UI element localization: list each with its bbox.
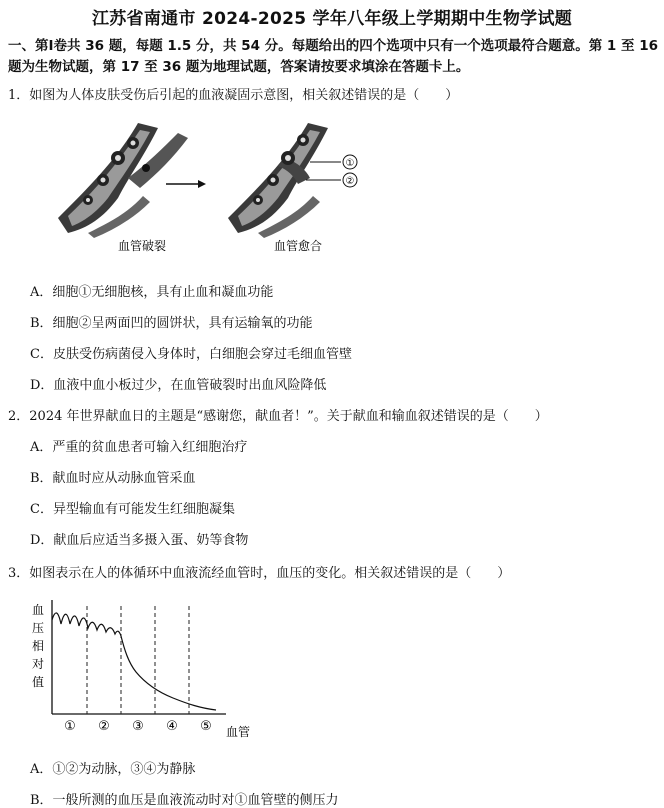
y-axis-label-char: 对 (32, 657, 45, 671)
question-3-stem: 3．如图表示在人的体循环中血液流经血管时，血压的变化。相关叙述错误的是（ ） (8, 566, 511, 581)
marker-1: ① (345, 158, 355, 169)
question-3-blood-pressure-graph (28, 598, 268, 746)
segment-marker: ② (98, 719, 110, 734)
arrow-icon (166, 180, 206, 188)
segment-marker: ⑤ (200, 719, 212, 734)
segment-marker: ③ (132, 719, 144, 734)
question-1-stem: 1．如图为人体皮肤受伤后引起的血液凝固示意图，相关叙述错误的是（ ） (8, 88, 459, 103)
y-axis-label-char: 血 (32, 603, 45, 617)
question-3-option-a: A．①②为动脉，③④为静脉 (30, 762, 196, 777)
section-instructions: 一、第Ⅰ卷共 36 题，每题 1.5 分，共 54 分。每题给出的四个选项中只有一个选项最符合题意。第 1 至 16 题为生物试题，第 17 至 36 题为地理试题，答案请按要求填涂在答题卡上。 (8, 38, 658, 75)
label-vessel-healed: 血管愈合 (274, 239, 323, 253)
question-1-figure (48, 118, 378, 258)
question-2-option-a: A．严重的贫血患者可输入红细胞治疗 (30, 440, 248, 455)
question-2-option-b: B．献血时应从动脉血管采血 (30, 471, 196, 486)
question-2-stem: 2．2024 年世界献血日的主题是“感谢您，献血者！”。关于献血和输血叙述错误的是（ ） (8, 409, 548, 424)
question-1-option-b: B．细胞②呈两面凹的圆饼状，具有运输氧的功能 (30, 316, 313, 331)
question-1-option-d: D．血液中血小板过少，在血管破裂时出血风险降低 (30, 378, 327, 393)
question-1-option-c: C．皮肤受伤病菌侵入身体时，白细胞会穿过毛细血管壁 (30, 347, 352, 362)
ruptured-vessel-illustration (58, 123, 188, 238)
question-2-option-c: C．异型输血有可能发生红细胞凝集 (30, 502, 235, 517)
marker-2: ② (345, 176, 355, 187)
question-1-option-a: A．细胞①无细胞核，具有止血和凝血功能 (30, 285, 274, 300)
segment-marker: ① (64, 719, 76, 734)
y-axis-label-char: 相 (32, 639, 45, 653)
segment-marker: ④ (166, 719, 178, 734)
question-3-option-b: B．一般所测的血压是血液流动时对①血管壁的侧压力 (30, 793, 339, 808)
page-title: 江苏省南通市 2024-2025 学年八年级上学期期中生物学试题 (91, 9, 573, 29)
y-axis-label-char: 压 (32, 621, 45, 635)
question-2-option-d: D．献血后应适当多摄入蛋、奶等食物 (30, 533, 249, 548)
label-vessel-rupture: 血管破裂 (118, 239, 167, 253)
x-axis-label: 血管 (226, 725, 251, 739)
y-axis-label-char: 值 (32, 675, 45, 689)
pressure-curve (52, 613, 216, 710)
